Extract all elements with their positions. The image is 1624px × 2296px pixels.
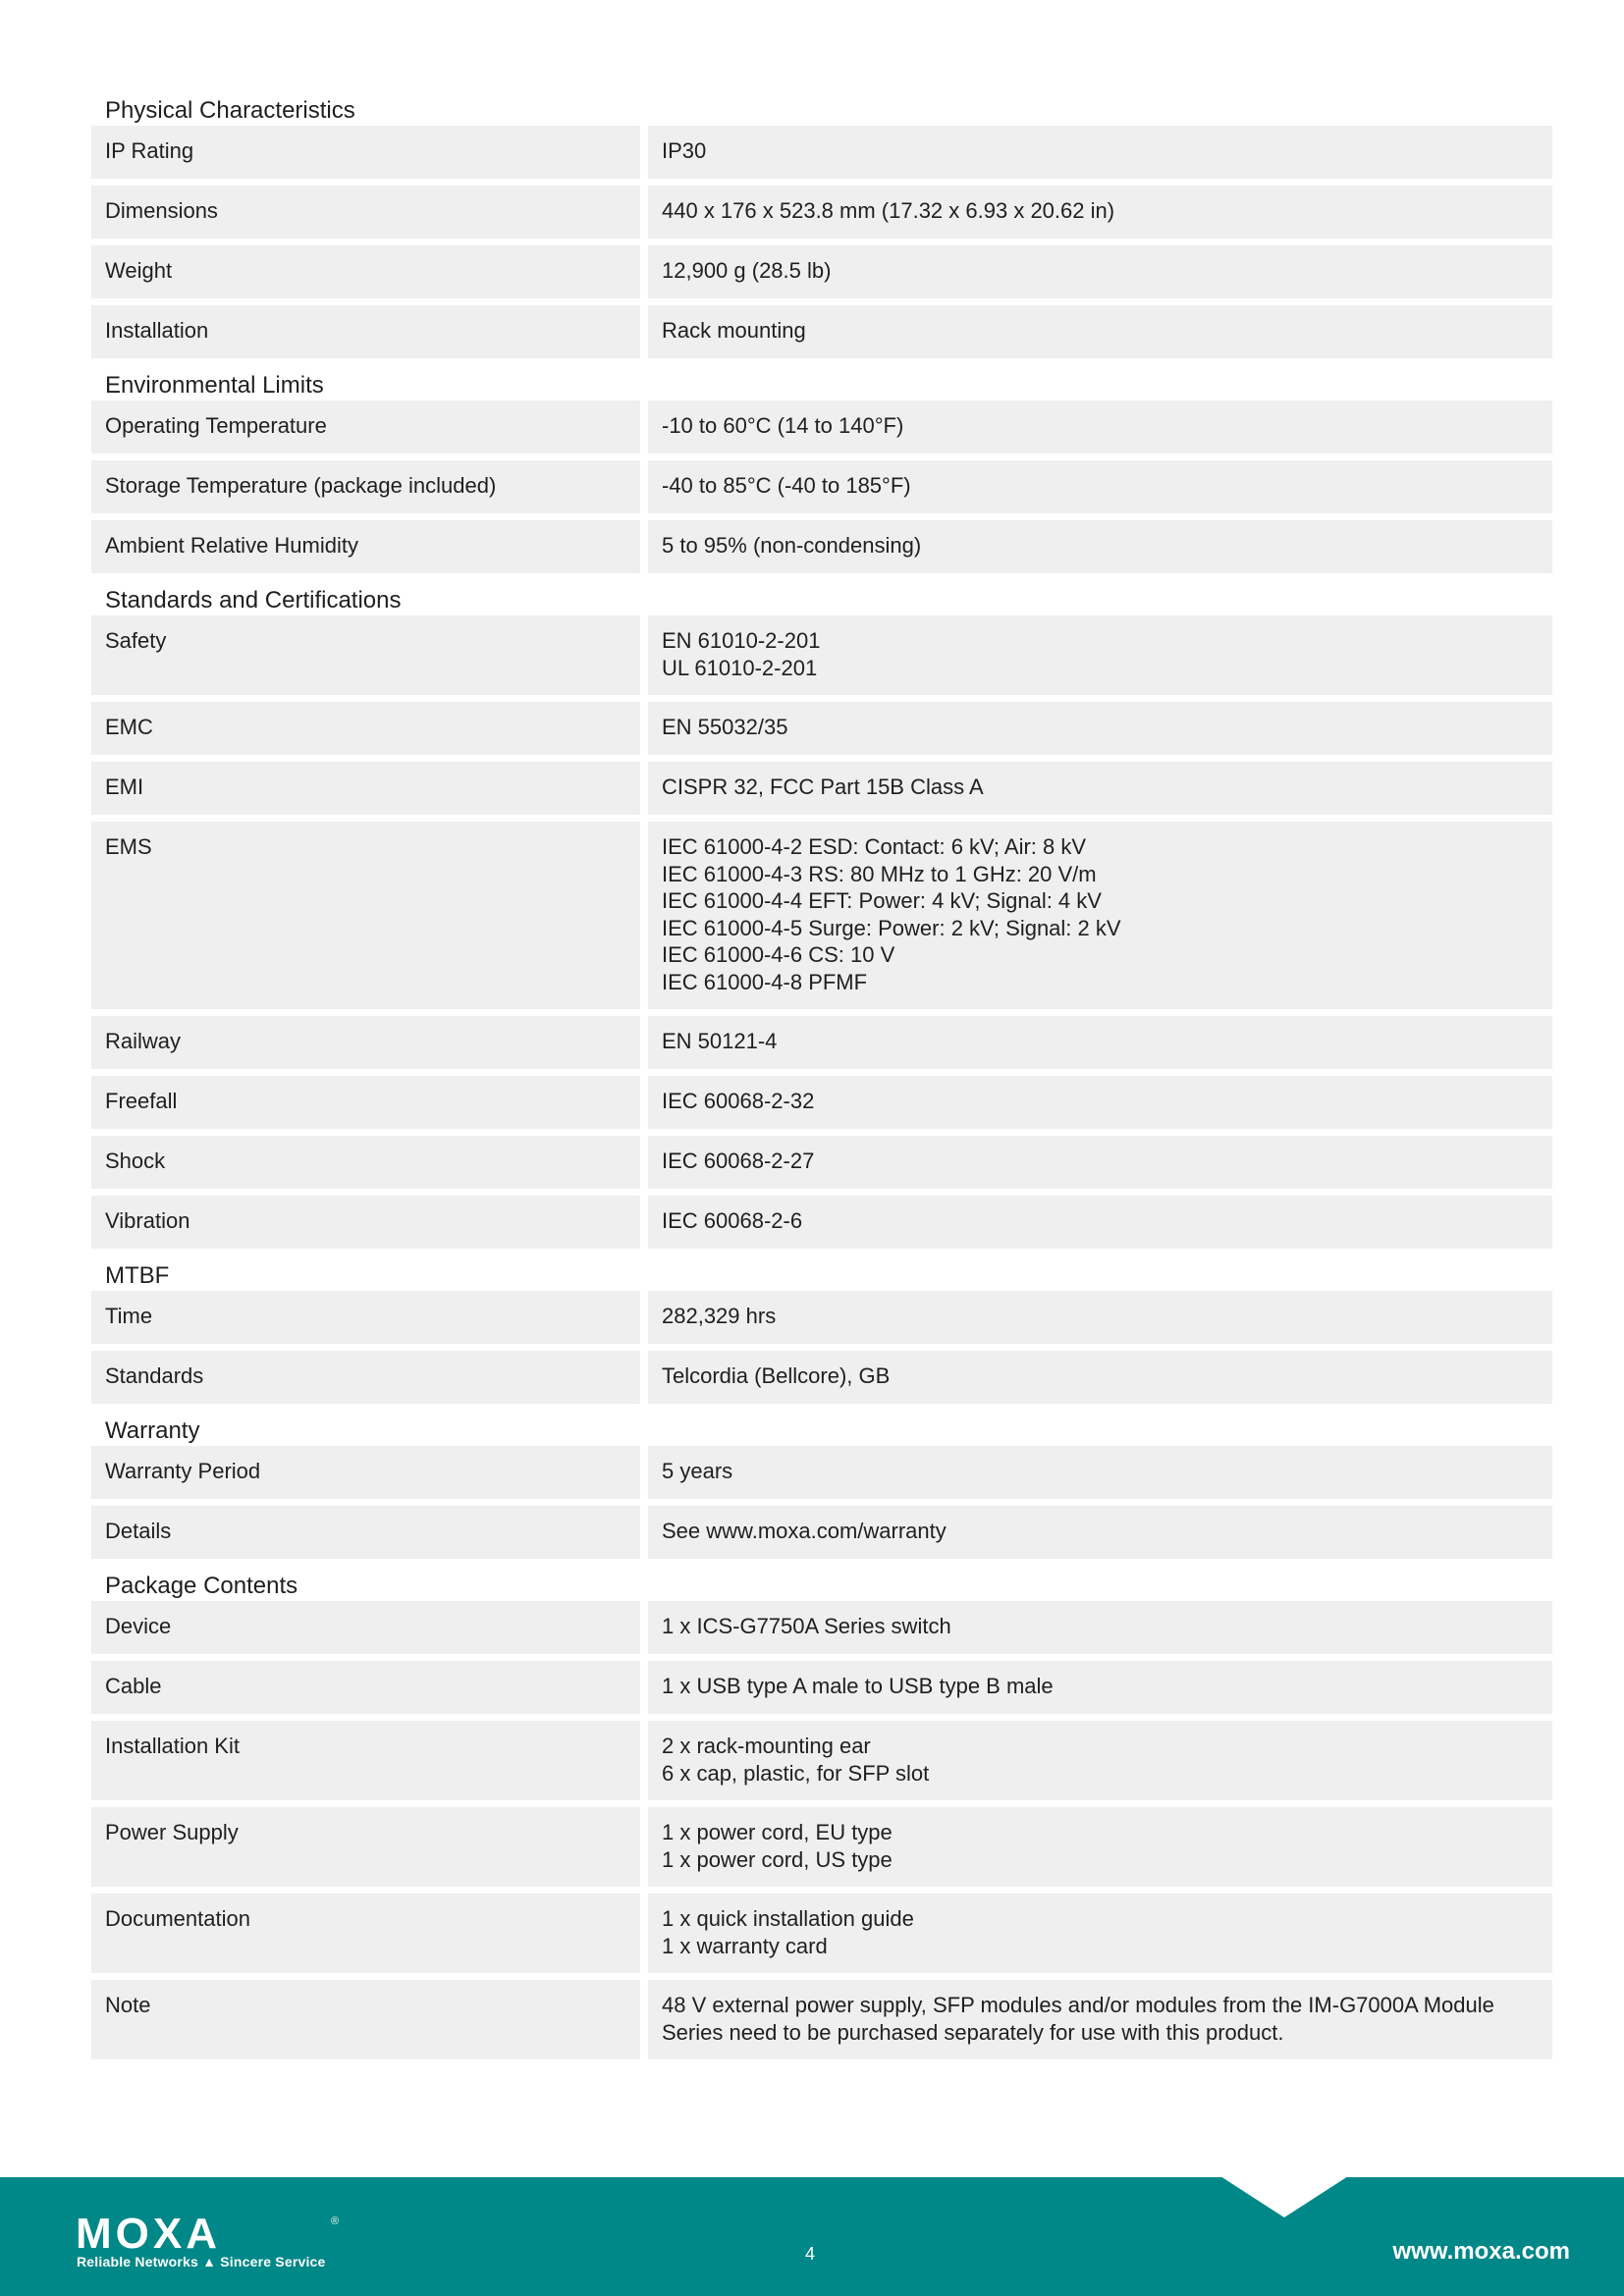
spec-tables <box>91 91 1552 2067</box>
section-title: Warranty <box>105 1417 200 1444</box>
spec-value-line: -40 to 85°C (-40 to 185°F) <box>662 473 911 498</box>
spec-row <box>91 186 1552 239</box>
spec-row <box>91 762 1552 815</box>
spec-value <box>648 245 1552 298</box>
spec-label: IP Rating <box>91 126 640 179</box>
footer-notch-triangle <box>1220 2176 1348 2217</box>
spec-label: Dimensions <box>91 186 640 239</box>
spec-label: Ambient Relative Humidity <box>91 520 640 573</box>
section-title: Package Contents <box>105 1573 298 1599</box>
spec-value-line: Rack mounting <box>662 318 806 343</box>
spec-row <box>91 1016 1552 1069</box>
spec-label: EMI <box>91 762 640 815</box>
spec-value-line: IEC 61000-4-6 CS: 10 V <box>662 942 895 967</box>
spec-label: Operating Temperature <box>91 400 640 454</box>
spec-label: Documentation <box>91 1894 640 1973</box>
spec-value <box>648 400 1552 454</box>
spec-row <box>91 1601 1552 1654</box>
spec-row <box>91 1807 1552 1887</box>
spec-label: Railway <box>91 1016 640 1069</box>
spec-row <box>91 1291 1552 1344</box>
spec-value-line: IEC 61000-4-2 ESD: Contact: 6 kV; Air: 8 kV <box>662 834 1087 859</box>
spec-value-line: Telcordia (Bellcore), GB <box>662 1363 891 1388</box>
spec-value <box>648 615 1552 695</box>
spec-value <box>648 1351 1552 1404</box>
spec-value-line: IEC 61000-4-3 RS: 80 MHz to 1 GHz: 20 V/m <box>662 861 1097 886</box>
spec-value-line: 1 x USB type A male to USB type B male <box>662 1674 1054 1698</box>
spec-label: EMS <box>91 822 640 1009</box>
spec-value-line: 6 x cap, plastic, for SFP slot <box>662 1760 930 1786</box>
spec-value <box>648 460 1552 513</box>
section-title: Physical Characteristics <box>105 97 355 124</box>
spec-section <box>91 1412 1552 1559</box>
spec-row <box>91 245 1552 298</box>
section-title: MTBF <box>105 1262 170 1289</box>
svg-text:MOXA: MOXA <box>76 2210 221 2258</box>
spec-value-line: See www.moxa.com/warranty <box>662 1519 947 1543</box>
spec-row <box>91 520 1552 573</box>
spec-row <box>91 1136 1552 1189</box>
spec-value-line: UL 61010-2-201 <box>662 655 818 680</box>
spec-value-line: EN 50121-4 <box>662 1029 778 1053</box>
spec-row <box>91 1661 1552 1714</box>
spec-value-line: 1 x power cord, US type <box>662 1846 893 1872</box>
spec-row <box>91 615 1552 695</box>
spec-row <box>91 305 1552 358</box>
spec-value-line: IEC 60068-2-6 <box>662 1208 803 1233</box>
spec-value <box>648 1446 1552 1499</box>
spec-value <box>648 1291 1552 1344</box>
spec-value-line: 5 years <box>662 1459 733 1483</box>
spec-section <box>91 1567 1552 2059</box>
spec-label: Safety <box>91 615 640 695</box>
footer-website-link[interactable]: www.moxa.com <box>1392 2238 1570 2265</box>
spec-value <box>648 1980 1552 2059</box>
spec-value-line: IEC 61000-4-4 EFT: Power: 4 kV; Signal: 4 kV <box>662 888 1102 913</box>
spec-row <box>91 126 1552 179</box>
spec-label: Storage Temperature (package included) <box>91 460 640 513</box>
spec-value <box>648 1601 1552 1654</box>
spec-row <box>91 1446 1552 1499</box>
spec-label: Vibration <box>91 1196 640 1249</box>
spec-section <box>91 1256 1552 1404</box>
spec-value <box>648 520 1552 573</box>
spec-value-line: IEC 60068-2-32 <box>662 1089 815 1113</box>
spec-label: Freefall <box>91 1076 640 1129</box>
spec-row <box>91 822 1552 1009</box>
spec-value <box>648 1721 1552 1800</box>
spec-value-line: IP30 <box>662 138 707 163</box>
page-footer <box>0 2177 1624 2296</box>
spec-label: Device <box>91 1601 640 1654</box>
spec-section <box>91 366 1552 573</box>
spec-row <box>91 1076 1552 1129</box>
spec-value <box>648 1136 1552 1189</box>
spec-row <box>91 1980 1552 2059</box>
spec-label: Note <box>91 1980 640 2059</box>
section-title: Standards and Certifications <box>105 587 402 614</box>
spec-label: Weight <box>91 245 640 298</box>
spec-value-line: 12,900 g (28.5 lb) <box>662 258 832 283</box>
spec-value-line: 282,329 hrs <box>662 1304 777 1328</box>
spec-value <box>648 1016 1552 1069</box>
spec-value-line: 5 to 95% (non-condensing) <box>662 533 922 558</box>
spec-value-line: 1 x power cord, EU type <box>662 1820 893 1844</box>
spec-value-line: 2 x rack-mounting ear <box>662 1734 871 1758</box>
spec-label: Shock <box>91 1136 640 1189</box>
spec-label: Standards <box>91 1351 640 1404</box>
spec-row <box>91 1506 1552 1559</box>
spec-value-line: 48 V external power supply, SFP modules and/or modules from the IM-G7000A Module Series need to be purchased separately for use with this product. <box>662 1993 1494 2045</box>
spec-label: Installation Kit <box>91 1721 640 1800</box>
spec-value <box>648 126 1552 179</box>
spec-row <box>91 1196 1552 1249</box>
spec-value <box>648 1661 1552 1714</box>
spec-value-line: EN 61010-2-201 <box>662 628 821 653</box>
spec-value <box>648 1894 1552 1973</box>
spec-row <box>91 400 1552 454</box>
spec-value <box>648 186 1552 239</box>
spec-section <box>91 581 1552 1249</box>
section-title: Environmental Limits <box>105 372 324 399</box>
spec-value-line: EN 55032/35 <box>662 715 788 739</box>
spec-value-line: CISPR 32, FCC Part 15B Class A <box>662 774 984 799</box>
spec-label: Warranty Period <box>91 1446 640 1499</box>
spec-label: EMC <box>91 702 640 755</box>
page-number: 4 <box>805 2244 816 2264</box>
spec-value-line: 440 x 176 x 523.8 mm (17.32 x 6.93 x 20.62 in) <box>662 198 1115 223</box>
spec-value-line: 1 x ICS-G7750A Series switch <box>662 1614 951 1638</box>
spec-label: Details <box>91 1506 640 1559</box>
spec-value-line: -10 to 60°C (14 to 140°F) <box>662 413 904 438</box>
footer-tagline: Reliable Networks ▲ Sincere Service <box>77 2254 326 2269</box>
spec-value-line: 1 x warranty card <box>662 1933 828 1958</box>
spec-row <box>91 702 1552 755</box>
spec-value <box>648 762 1552 815</box>
spec-label: Time <box>91 1291 640 1344</box>
spec-row <box>91 460 1552 513</box>
spec-value <box>648 1196 1552 1249</box>
spec-row <box>91 1721 1552 1800</box>
spec-value-line: IEC 60068-2-27 <box>662 1148 815 1173</box>
spec-label: Installation <box>91 305 640 358</box>
spec-row <box>91 1351 1552 1404</box>
spec-label: Power Supply <box>91 1807 640 1887</box>
svg-text:®: ® <box>331 2216 340 2227</box>
spec-value <box>648 702 1552 755</box>
spec-value <box>648 1076 1552 1129</box>
spec-value-line: IEC 61000-4-8 PFMF <box>662 969 868 994</box>
spec-value-line: IEC 61000-4-5 Surge: Power: 2 kV; Signal: 2 kV <box>662 915 1121 940</box>
spec-section <box>91 91 1552 358</box>
spec-value <box>648 1807 1552 1887</box>
spec-value <box>648 305 1552 358</box>
spec-value <box>648 822 1552 1009</box>
spec-row <box>91 1894 1552 1973</box>
spec-value <box>648 1506 1552 1559</box>
spec-value-line: 1 x quick installation guide <box>662 1906 914 1931</box>
spec-label: Cable <box>91 1661 640 1714</box>
